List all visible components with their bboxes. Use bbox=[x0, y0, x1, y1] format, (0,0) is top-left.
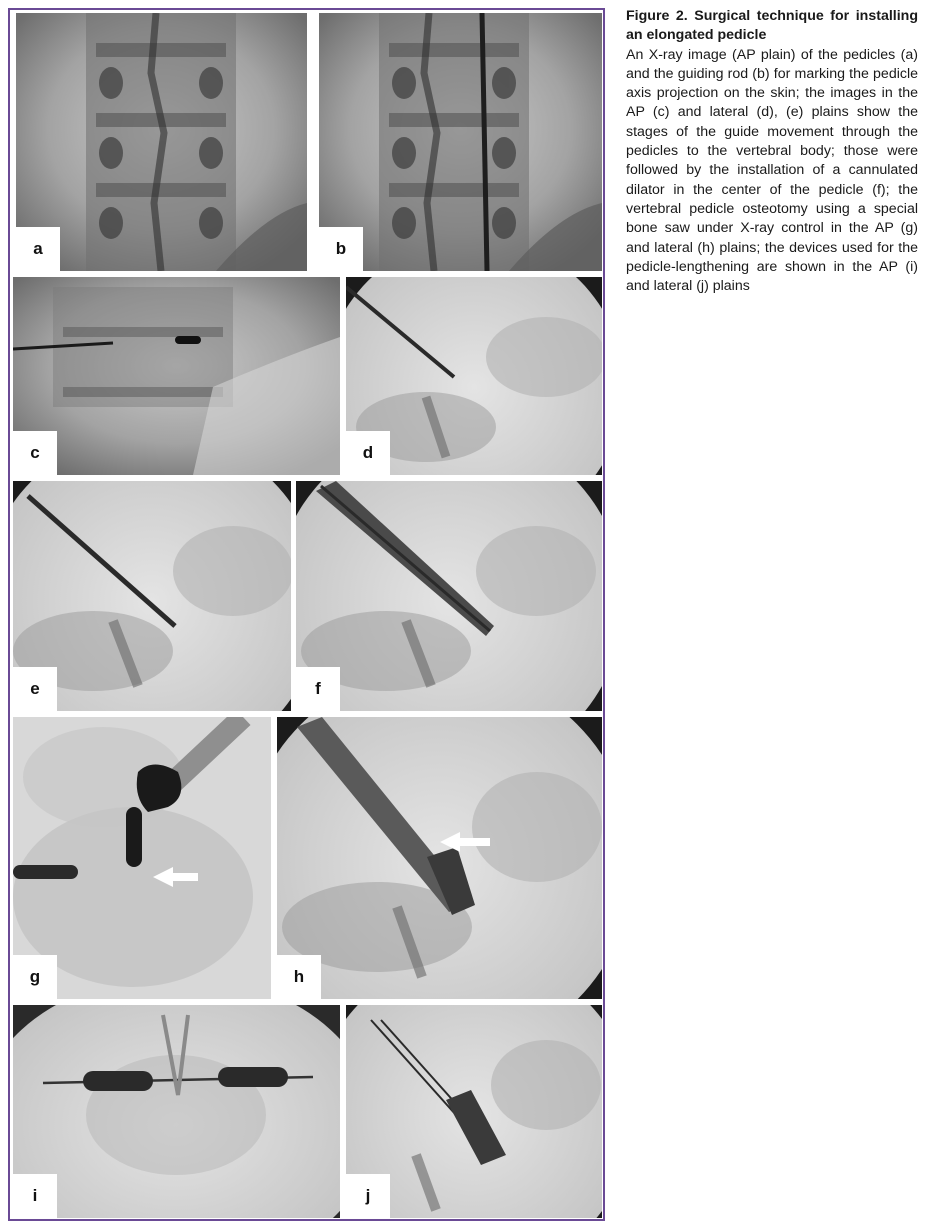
figure-title: Figure 2. Surgical technique for installing an elongated pedicle bbox=[626, 8, 918, 44]
panel-label-h: h bbox=[277, 955, 321, 999]
panel-label-d: d bbox=[346, 431, 390, 475]
xray-panel-d bbox=[346, 277, 602, 475]
xray-cannulated-dilator-image bbox=[296, 481, 602, 711]
panel-label-c: c bbox=[13, 431, 57, 475]
xray-panel-h bbox=[277, 717, 602, 999]
xray-panel-a bbox=[16, 13, 307, 271]
panel-label-a: a bbox=[16, 227, 60, 271]
xray-panel-c bbox=[13, 277, 340, 475]
figure-caption-text: An X-ray image (AP plain) of the pedicles (a) and the guiding rod (b) for marking the pedicle axis projection on the skin; the images in the AP (c) and lateral (d), (e) plains show the stages of the guide movement through the pedicles to the vertebral body; those were followed by the installation of a cannulated dilator in the center of the pedicle (f); the vertebral pedicle osteotomy using a special bone saw under X-ray control in the AP (g) and lateral (h) plains; the devices used for the pedicle-lengthening are shown in the AP (i) and lateral (j) plains bbox=[626, 46, 918, 295]
panel-label-e: e bbox=[13, 667, 57, 711]
xray-panel-e bbox=[13, 481, 291, 711]
xray-panel-f bbox=[296, 481, 602, 711]
panel-label-i: i bbox=[13, 1174, 57, 1218]
panel-label-g: g bbox=[13, 955, 57, 999]
xray-ap-guide-image bbox=[13, 277, 340, 475]
xray-panel-j bbox=[346, 1005, 602, 1218]
xray-panel-g bbox=[13, 717, 271, 999]
figure-caption bbox=[626, 7, 918, 296]
xray-ap-lengthening-device-image bbox=[13, 1005, 340, 1218]
figure-frame bbox=[8, 8, 605, 1221]
xray-panel-b bbox=[319, 13, 602, 271]
panel-label-b: b bbox=[319, 227, 363, 271]
panel-label-j: j bbox=[346, 1174, 390, 1218]
xray-panel-i bbox=[13, 1005, 340, 1218]
xray-lateral-osteotomy-image bbox=[277, 717, 602, 999]
panel-label-f: f bbox=[296, 667, 340, 711]
